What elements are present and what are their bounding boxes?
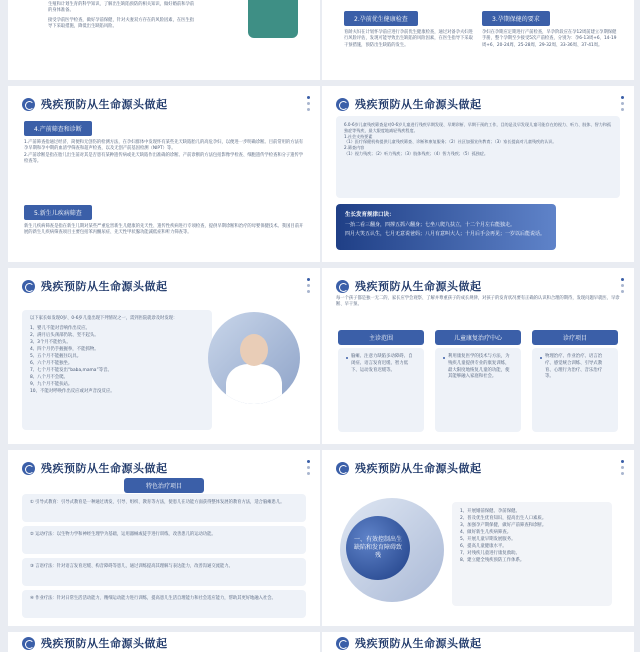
page-dots <box>621 460 624 475</box>
list-item: 7、七个月不能发出“baba,mama”等音。 <box>30 368 112 374</box>
slide-title-text: 残疾预防从生命源头做起 <box>41 462 168 475</box>
key-point-circle <box>346 516 410 580</box>
list-item: 5、五个月不能握住玩具。 <box>30 354 82 360</box>
scope-card <box>338 348 424 432</box>
slide-5 <box>8 268 320 444</box>
measures-list <box>460 508 604 564</box>
list-item: 8、建立健全残疾预防工作体系。 <box>460 558 525 563</box>
slide2-text-1: 育龄夫妇在计划怀孕前应进行孕前优生健康检查，通过对备孕夫妇进行风险评估，发现可能导致出生缺陷的风险因素，在医生指导下采取干预措施，预防出生缺陷的发生。 <box>344 30 473 48</box>
list-item: 8、八个月不会爬。 <box>30 375 68 381</box>
list-item: 利用康复医学的技术与方法，为残疾儿童提供专业的康复训练，最大限度地恢复儿童的功能，使其能够融入家庭和社会。 <box>443 354 513 381</box>
slide3-text-1: 1.产前筛查指通过经济、简便和无创伤的检测方法，在孕妇群体中发现怀有某些先天缺陷胎儿的高危孕妇，以便进一步明确诊断。目前常用的方法有孕早期和孕中期的血清学筛查和超声检查，以及无创产前基因检测（NIPT）等。 2.产前诊断是指在胎儿出生前对其是否患有某种遗传病或先天缺陷作出准确的诊断。产前诊断的方法包括影像学检查、细胞遗传学检查和分子遗传学检查等。 <box>24 140 304 164</box>
slide-4 <box>322 86 634 262</box>
doctor-photo <box>248 0 298 38</box>
slide7-title <box>22 460 168 476</box>
page-dots <box>307 278 310 293</box>
tag-preconception-check: 2.孕前优生健康检查 <box>344 11 418 26</box>
treatment-text: ② 运动疗法：以生物力学和神经生理学为基础，运用器械或徒手进行训练，改善患儿的运动功能。 <box>30 532 216 537</box>
wheelchair-icon <box>22 280 35 293</box>
list-item: 6、六个月不能独坐。 <box>30 361 73 367</box>
treatment-card <box>532 348 618 432</box>
slide4-text-1: 6.0-6岁儿童残疾筛查是对0-6岁儿童进行残疾早期发现、早期诊断、早期干预的工作，目的是及早发现儿童可能存在的视力、听力、肢体、智力和孤独症等残疾，最大限度地减轻残疾程度。 1.社会支持要素 （1）医疗保健机构提供儿童残疾筛查、诊断和康复服务；（2）社区加强宣传教育；（3）家长提高对儿童残疾的认识。 2.筛查内容 （1）视力残疾；（2）听力残疾；（3）肢体残疾；（4）智力残疾；（5）孤独症。 <box>344 122 611 156</box>
slide5-title <box>22 278 168 294</box>
slide8-title <box>336 460 482 476</box>
list-item: 1、婴儿不能对音响作出反应。 <box>30 326 90 332</box>
list-item: 6、提高儿童健康水平。 <box>460 544 507 549</box>
page-dots <box>621 96 624 111</box>
slide-title-text: 残疾预防从生命源头做起 <box>41 280 168 293</box>
slide9-title <box>22 635 168 651</box>
warning-signs-card <box>22 310 212 430</box>
slide-title-text: 残疾预防从生命源头做起 <box>41 98 168 111</box>
page-dots <box>307 96 310 111</box>
warning-signs-list <box>30 325 204 395</box>
slide-7 <box>8 450 320 626</box>
list-item: 3、3个月不能抬头。 <box>30 340 71 346</box>
banner-heading: 生长发育规律口诀： <box>345 212 395 218</box>
list-item: 脑瘫、注意力缺陷多动障碍、自闭症、语言发育迟缓、智力低下、运动发育迟缓等。 <box>346 354 416 374</box>
treatment-text: ① 引导式教育：引导式教育是一种通过诱发、引导、组织、教育等方法，使患儿在功能方面获得整体发展的教育方法，适合脑瘫患儿。 <box>30 500 285 505</box>
measures-card <box>452 502 612 606</box>
slide-title-text: 残疾预防从生命源头做起 <box>355 98 482 111</box>
tag-special-treatment: 特色治疗项目 <box>124 478 204 493</box>
slide3-section-1 <box>24 116 304 165</box>
slide-1 <box>8 0 320 80</box>
wheelchair-icon <box>336 280 349 293</box>
slide3-text-2: 新生儿疾病筛查是指在新生儿期对某些严重危害新生儿健康的先天性、遗传性疾病进行专项检查，提供早期诊断和治疗的母婴保健技术。我国目前开展的新生儿疾病筛查项目主要包括苯丙酮尿症、先天性甲状腺功能减低症和听力筛查等。 <box>24 224 304 236</box>
screening-card <box>336 116 620 198</box>
list-item: 2、满月后头颈部仍软、竖不起头。 <box>30 333 99 339</box>
corner-ring-decoration <box>608 600 634 626</box>
slide1-para-2: 接受孕前医学检查，做好孕前保健，针对夫妻双方存在的风险因素，在医生指导下采取措施，降低出生缺陷风险。 <box>48 17 195 29</box>
slide-title-text: 残疾预防从生命源头做起 <box>355 637 482 650</box>
corner-ring-decoration <box>8 236 34 262</box>
wheelchair-icon <box>336 462 349 475</box>
slide-2 <box>322 0 634 80</box>
doctor-circle-photo <box>208 312 300 404</box>
treatment-item-4 <box>22 590 306 618</box>
doctor-face <box>240 334 268 366</box>
page-dots <box>621 278 624 293</box>
list-item: 物理治疗、作业治疗、语言治疗、感觉统合训练、引导式教育、心理行为治疗、音乐治疗等。 <box>540 354 610 381</box>
treatment-item-3 <box>22 558 306 586</box>
rehab-card <box>435 348 521 432</box>
corner-ring-decoration <box>294 54 320 80</box>
slide-title-text: 残疾预防从生命源头做起 <box>41 637 168 650</box>
wheelchair-icon <box>22 462 35 475</box>
page-dots <box>307 460 310 475</box>
treatment-text: ④ 作业疗法：针对日常生活活动能力、精细运动能力进行训练，提高患儿生活自理能力和社会适应能力，帮助其更好地融入社会。 <box>30 596 276 601</box>
slide-10 <box>322 632 634 652</box>
list-item: 3、加强孕产期保健，做好产前筛查和诊断。 <box>460 523 547 528</box>
tag-newborn-screening: 5.新生儿疾病筛查 <box>24 205 92 220</box>
list-item: 5、开展儿童早期发展服务。 <box>460 537 516 542</box>
slide2-col-2 <box>482 6 617 49</box>
slide1-text <box>48 2 198 30</box>
slide1-para-1: 生殖和计划生育的科学知识、了解出生缺陷预防的相关知识，做好婚前和孕前的身体准备。 <box>48 2 195 14</box>
banner-line-2: 四月大笑五认生，七月无意说爸妈；八月有意叫大人；十月后手会再见；一岁以后能说话。 <box>345 231 546 237</box>
list-item: 2、普及优生优育知识，提高出生人口素质。 <box>460 516 547 521</box>
list-item: 4、四个月仍手握握拳，不能抓物。 <box>30 347 99 353</box>
slide3-title <box>22 96 168 112</box>
doctor-coat <box>226 364 282 404</box>
wheelchair-icon <box>336 98 349 111</box>
slide2-text-2: 孕妇在孕期应定期进行产前检查，早孕阶段应在孕12周前建立孕期保健手册，整个孕期至少接受5次产前检查，分别为：孕6-13周+6、14-19周+6、20-24周、25-28周、29-32周、33-36周、37-41周。 <box>482 30 617 48</box>
treatment-item-1 <box>22 494 306 522</box>
head-scope: 主诊范围 <box>338 330 424 345</box>
slide3-section-2 <box>24 200 304 237</box>
treatment-text: ③ 言语疗法：针对语言发育迟缓、构音障碍等患儿，通过训练提高其理解与表达能力，改善沟通交流能力。 <box>30 564 233 569</box>
wheelchair-icon <box>336 637 349 650</box>
tag-prenatal-screening: 4.产前筛查和诊断 <box>24 121 92 136</box>
circle-text: 一、有效控制出生缺陷和发育障碍致残 <box>354 536 403 559</box>
list-item: 1、开展婚前保健、孕前保健。 <box>460 509 520 514</box>
tag-pregnancy-care: 3.孕期保健的要求 <box>482 11 550 26</box>
treatment-item-2 <box>22 526 306 554</box>
corner-ring-decoration <box>608 54 634 80</box>
growth-rhyme-banner <box>336 204 556 250</box>
list-item: 10、不能对呼唤作出反应或对声音没反应。 <box>30 389 115 395</box>
slide10-title <box>336 635 482 651</box>
slide-6 <box>322 268 634 444</box>
corner-ring-decoration <box>608 236 634 262</box>
list-item: 4、做好新生儿疾病筛查。 <box>460 530 512 535</box>
list-item: 9、九个月不能扶站。 <box>30 382 73 388</box>
wheelchair-icon <box>22 637 35 650</box>
slide-title-text: 残疾预防从生命源头做起 <box>355 280 482 293</box>
slide6-intro: 每一个孩子都是独一无二的，家长应学会观察、了解并尊重孩子的成长规律，对孩子的发育状况要有正确的认识和合理的期待，发现问题早就医、早诊断、早干预。 <box>336 296 620 308</box>
slide2-col-1 <box>344 6 474 49</box>
list-item: 7、对残疾儿童进行康复救助。 <box>460 551 520 556</box>
head-treatment-items: 诊疗项目 <box>532 330 618 345</box>
slide6-title <box>336 278 482 294</box>
slide-8 <box>322 450 634 626</box>
slide-3 <box>8 86 320 262</box>
banner-line-1: 一抬二看三翻身，四撑五抓六翻身；七坐八爬九扶立，十二个月左右能独走。 <box>345 222 516 228</box>
doctor-circle-photo <box>340 498 444 602</box>
wheelchair-icon <box>22 98 35 111</box>
slide-9 <box>8 632 320 652</box>
slide5-intro: 以下家长如发现0岁、0-6岁儿童出现下列情况之一，需到医院就诊及时发现： <box>30 316 178 321</box>
head-rehab-center: 儿童康复治疗中心 <box>435 330 521 345</box>
slide-title-text: 残疾预防从生命源头做起 <box>355 462 482 475</box>
slide4-title <box>336 96 482 112</box>
